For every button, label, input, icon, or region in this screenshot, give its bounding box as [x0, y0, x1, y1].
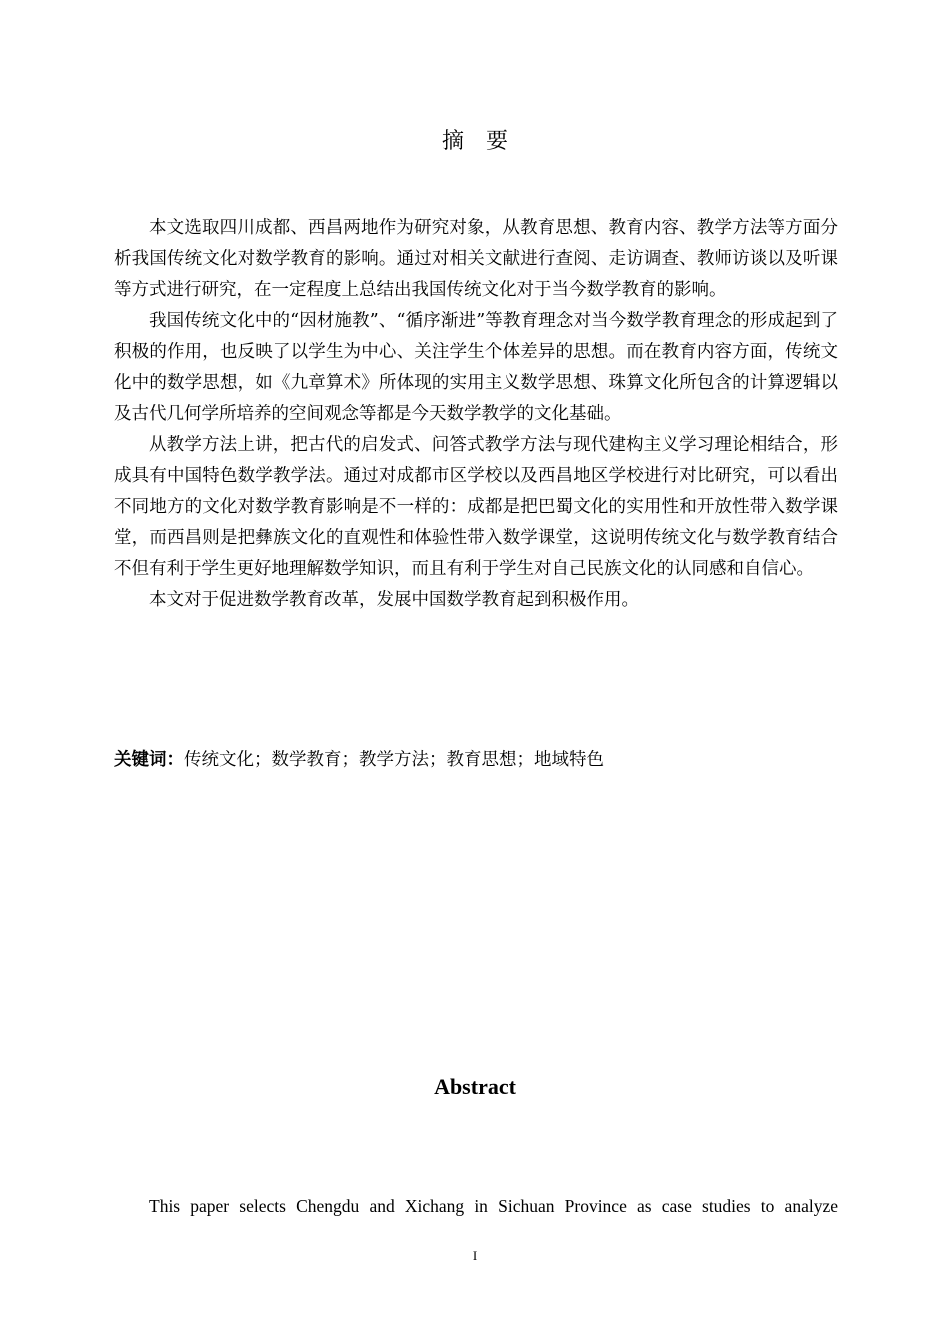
keywords-line — [114, 745, 838, 776]
english-abstract-title: Abstract — [434, 1074, 516, 1099]
keywords-label: 关键词： — [114, 750, 184, 770]
chinese-abstract-paragraph-3: 从教学方法上讲，把古代的启发式、问答式教学方法与现代建构主义学习理论相结合，形成具有中国特色数学教学法。通过对成都市区学校以及西昌地区学校进行对比研究，可以看出不同地方的文化对数学教育影响是不一样的：成都是把巴蜀文化的实用性和开放性带入数学课堂，而西昌则是把彝族文化的直观性和体验性带入数学课堂，这说明传统文化与数学教育结合不但有利于学生更好地理解数学知识，而且有利于学生对自己民族文化的认同感和自信心。 — [114, 435, 838, 579]
chinese-abstract-paragraph-4: 本文对于促进数学教育改革，发展中国数学教育起到积极作用。 — [149, 590, 639, 610]
chinese-abstract-paragraph-2: 我国传统文化中的“因材施教”、“循序渐进”等教育理念对当今数学教育理念的形成起到了积极的作用，也反映了以学生为中心、关注学生个体差异的思想。而在教育内容方面，传统文化中的数学思想，如《九章算术》所体现的实用主义数学思想、珠算文化所包含的计算逻辑以及古代几何学所培养的空间观念等都是今天数学教学的文化基础。 — [114, 311, 838, 424]
english-abstract-body — [114, 1191, 838, 1222]
page-number: I — [472, 1248, 478, 1263]
keywords-list: 传统文化；数学教育；教学方法；教育思想；地域特色 — [184, 750, 604, 770]
chinese-abstract-title: 摘要 — [441, 129, 530, 154]
english-abstract-first-line: This paper selects Chengdu and Xichang in Sichuan Province as case studies to analyze — [149, 1196, 838, 1216]
chinese-abstract-body — [114, 213, 838, 616]
chinese-abstract-paragraph-1: 本文选取四川成都、西昌两地作为研究对象，从教育思想、教育内容、教学方法等方面分析我国传统文化对数学教育的影响。通过对相关文献进行查阅、走访调查、教师访谈以及听课等方式进行研究，在一定程度上总结出我国传统文化对于当今数学教育的影响。 — [114, 218, 838, 300]
